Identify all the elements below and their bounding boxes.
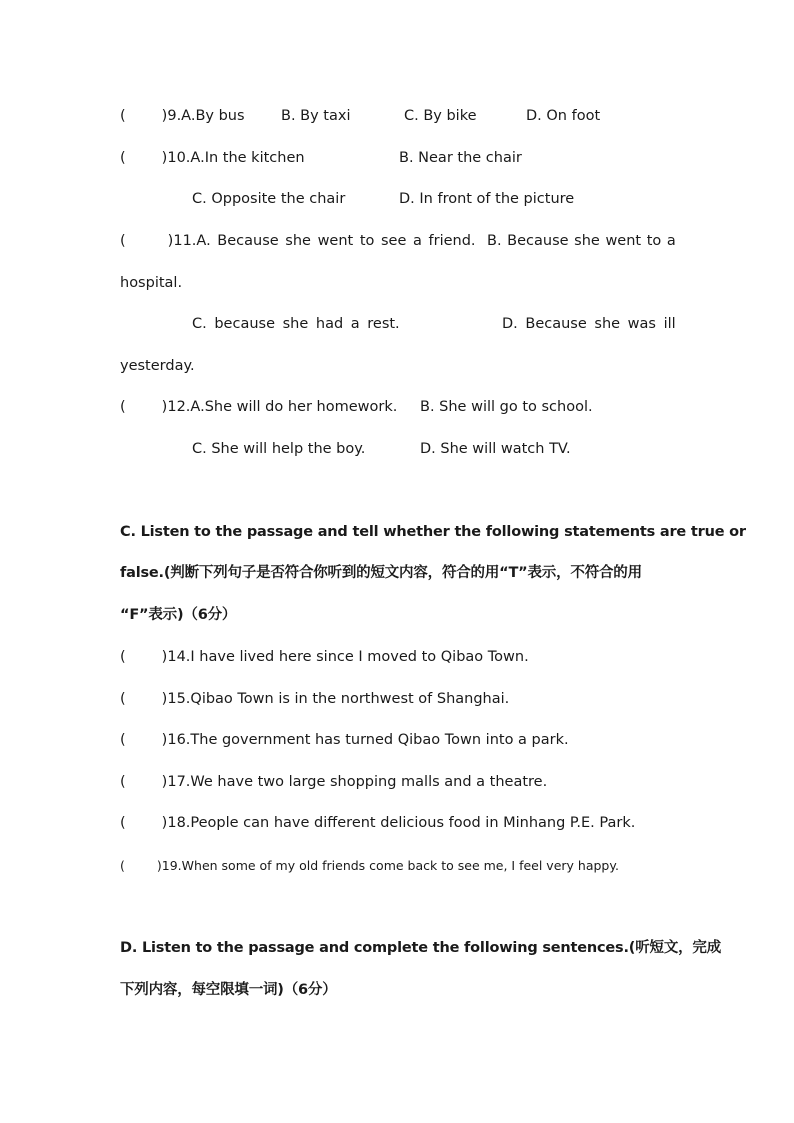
question-12 <box>120 398 397 416</box>
question-number: 11.A. <box>173 233 211 249</box>
tf-item-17 <box>120 773 547 791</box>
statement: 18.People can have different delicious food in Minhang P.E. Park. <box>167 815 636 831</box>
answer-blank[interactable]: ( ) <box>120 399 168 415</box>
option-a: She will do her homework. <box>204 399 398 415</box>
statement: 19.When some of my old friends come back to see me, I feel very happy. <box>161 858 619 873</box>
question-number: 9.A. <box>167 108 196 124</box>
section-d-heading: D. Listen to the passage and complete the following sentences.(听短文，完成 <box>120 940 722 956</box>
option-d: D. Because she was ill <box>502 316 676 332</box>
tf-item-16 <box>120 731 569 749</box>
section-d-heading-line2: 下列内容，每空限填一词)（6分） <box>120 982 337 998</box>
answer-blank[interactable]: ( ) <box>120 774 168 790</box>
option-b: B. Because she went to a <box>487 233 676 249</box>
option-c: C. By bike <box>404 108 477 124</box>
answer-blank[interactable]: ( ) <box>120 691 168 707</box>
answer-blank[interactable]: ( ) <box>120 150 168 166</box>
option-c: C. Opposite the chair <box>192 191 346 207</box>
option-b-continued: hospital. <box>120 275 183 291</box>
tf-item-15 <box>120 690 509 708</box>
statement: 14.I have lived here since I moved to Qibao Town. <box>167 649 529 665</box>
tf-item-18 <box>120 814 635 832</box>
section-c-heading: C. Listen to the passage and tell whether the following statements are true or <box>120 524 746 540</box>
tf-item-19 <box>120 857 619 875</box>
option-d: D. In front of the picture <box>399 191 575 207</box>
option-b: B. By taxi <box>281 108 351 124</box>
question-11 <box>120 232 476 250</box>
option-d: D. She will watch TV. <box>420 441 571 457</box>
answer-blank[interactable]: ( ) <box>120 108 168 124</box>
question-number: 10.A. <box>167 150 205 166</box>
option-a: In the kitchen <box>204 150 305 166</box>
answer-blank[interactable]: ( ) <box>120 858 162 873</box>
option-a: Because she went to see a friend. <box>217 233 476 249</box>
option-d-continued: yesterday. <box>120 358 195 374</box>
answer-blank[interactable]: ( ) <box>120 732 168 748</box>
question-10 <box>120 149 305 167</box>
question-9 <box>120 107 245 125</box>
answer-blank[interactable]: ( ) <box>120 815 168 831</box>
option-c: C. because she had a rest. <box>192 316 400 332</box>
option-b: B. She will go to school. <box>420 399 593 415</box>
answer-blank[interactable]: ( ) <box>120 649 168 665</box>
section-c-heading-line2: false.(判断下列句子是否符合你听到的短文内容，符合的用“T”表示，不符合的用 <box>120 565 642 581</box>
tf-item-14 <box>120 648 529 666</box>
statement: 17.We have two large shopping malls and a theatre. <box>167 774 548 790</box>
question-number: 12.A. <box>167 399 205 415</box>
option-c: C. She will help the boy. <box>192 441 366 457</box>
option-a: By bus <box>195 108 245 124</box>
statement: 16.The government has turned Qibao Town into a park. <box>167 732 569 748</box>
option-d: D. On foot <box>526 108 601 124</box>
option-b: B. Near the chair <box>399 150 522 166</box>
answer-blank[interactable]: ( ) <box>120 233 174 249</box>
section-c-heading-line3: “F”表示)（6分） <box>120 607 237 623</box>
statement: 15.Qibao Town is in the northwest of Shanghai. <box>167 691 510 707</box>
